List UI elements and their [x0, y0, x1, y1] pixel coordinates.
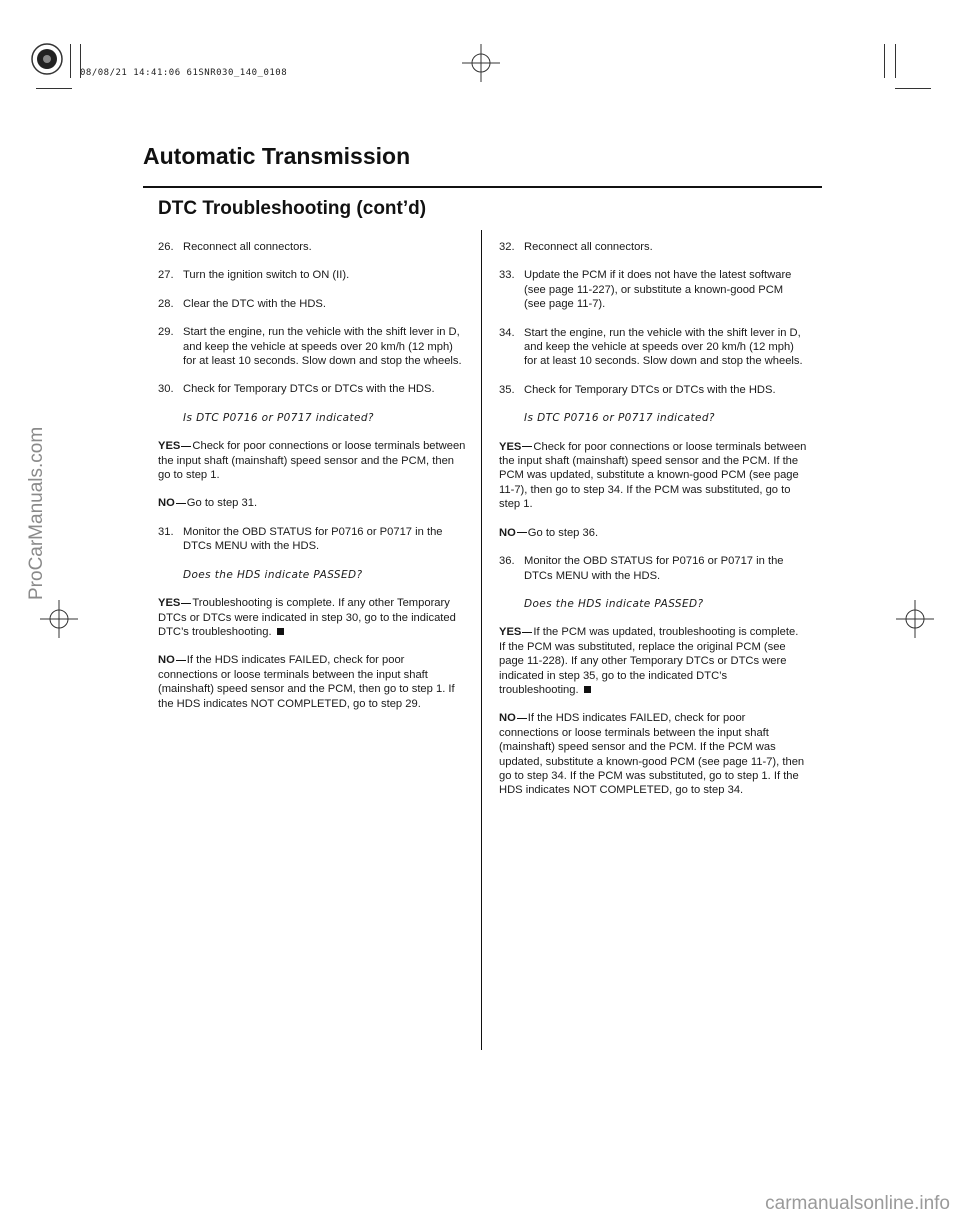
step-number: 30. [158, 383, 174, 396]
yes-label: YES [158, 597, 181, 610]
step-text: Turn the ignition switch to ON (II). [183, 269, 350, 282]
answer-yes-31 [158, 596, 466, 639]
end-square-icon [277, 628, 284, 635]
dash [522, 632, 532, 633]
crop-mark [884, 44, 885, 78]
question-step-31: Does the HDS indicate PASSED? [183, 568, 363, 581]
registration-target-top-left [30, 42, 64, 76]
question-step-35: Is DTC P0716 or P0717 indicated? [524, 412, 715, 425]
crop-mark [895, 44, 896, 78]
answer-yes-30 [158, 439, 466, 482]
end-square-icon [584, 686, 591, 693]
dash [522, 446, 532, 447]
answer-text: Check for poor connections or loose terminals between the input shaft (mainshaft) speed sensor and the PCM, then go to step 1. [158, 440, 466, 482]
step-26 [158, 240, 466, 254]
step-36 [499, 554, 807, 583]
step-number: 36. [499, 555, 515, 568]
step-text: Monitor the OBD STATUS for P0716 or P0717 in the DTCs MENU with the HDS. [183, 525, 443, 553]
step-number: 31. [158, 525, 174, 538]
step-text: Start the engine, run the vehicle with the shift lever in D, and keep the vehicle at speeds over 20 km/h (12 mph) for at least 10 seconds. Slow down and stop the wheels. [524, 326, 803, 368]
no-label: NO [499, 712, 516, 725]
left-column [158, 240, 466, 725]
no-label: NO [499, 526, 516, 539]
step-number: 33. [499, 269, 515, 282]
step-text: Start the engine, run the vehicle with the shift lever in D, and keep the vehicle at speeds over 20 km/h (12 mph) for at least 10 seconds. Slow down and stop the wheels. [183, 326, 462, 368]
answer-no-36 [499, 711, 807, 797]
step-30 [158, 382, 466, 396]
step-text: Update the PCM if it does not have the latest software (see page 11-227), or substitute a known-good PCM (see page 11-7). [524, 269, 792, 311]
step-33 [499, 268, 807, 311]
answer-text: If the PCM was updated, troubleshooting is complete. If the PCM was substituted, replace the original PCM (see page 11-228). If any other Temporary DTCs or DTCs were indicated in step 35, go to the indicated DTC’s troubleshooting. [499, 626, 799, 696]
step-number: 32. [499, 241, 515, 253]
print-stamp: 08/08/21 14:41:06 61SNR030_140_0108 [80, 68, 288, 78]
step-35 [499, 383, 807, 397]
step-number: 28. [158, 297, 174, 310]
answer-text: Check for poor connections or loose terminals between the input shaft (mainshaft) speed sensor and the PCM. If the PCM was updated, substitute a known-good PCM (see page 11-7), then go to step 34. If the PCM was substituted, go to step 1. [499, 440, 807, 511]
step-number: 27. [158, 269, 174, 282]
crop-mark [70, 44, 71, 78]
registration-crosshair-top [462, 44, 500, 82]
step-number: 26. [158, 241, 174, 253]
step-32 [499, 240, 807, 254]
step-31 [158, 525, 466, 554]
section-title: Automatic Transmission [143, 143, 411, 169]
answer-no-30 [158, 496, 466, 510]
step-text: Clear the DTC with the HDS. [183, 297, 326, 310]
yes-label: YES [158, 440, 181, 453]
dash [181, 603, 191, 604]
answer-text: If the HDS indicates FAILED, check for poor connections or loose terminals between the input shaft (mainshaft) speed sensor and the PCM, then go to step 1. If the HDS indicates NOT COMPLETED, go to step 29. [158, 654, 455, 710]
dash [517, 532, 527, 533]
crop-mark [36, 88, 72, 89]
no-label: NO [158, 497, 175, 510]
step-number: 35. [499, 383, 515, 396]
right-column [499, 240, 807, 812]
side-watermark: ProCarManuals.com [26, 426, 47, 600]
dash [517, 718, 527, 719]
answer-text: Go to step 36. [527, 526, 599, 539]
dash [181, 446, 191, 447]
step-number: 29. [158, 326, 174, 339]
step-34 [499, 326, 807, 369]
registration-crosshair-left [40, 600, 78, 638]
step-27 [158, 268, 466, 282]
answer-no-31 [158, 653, 466, 711]
step-text: Reconnect all connectors. [524, 241, 653, 253]
answer-text: If the HDS indicates FAILED, check for poor connections or loose terminals between the input shaft (mainshaft) speed sensor and the PCM. If the PCM was updated, substitute a known-good PCM (see page 11-7), then go to step 34. If the PCM was substituted, go to step 1. If the HDS indicates NOT COMPLETED, go to step 34. [499, 712, 805, 797]
step-28 [158, 297, 466, 311]
step-29 [158, 325, 466, 368]
answer-text: Go to step 31. [186, 497, 258, 510]
dash [176, 660, 186, 661]
step-text: Monitor the OBD STATUS for P0716 or P0717 in the DTCs MENU with the HDS. [524, 555, 784, 582]
title-rule [143, 186, 822, 188]
dash [176, 503, 186, 504]
no-label: NO [158, 654, 175, 667]
question-step-30: Is DTC P0716 or P0717 indicated? [183, 411, 374, 424]
yes-label: YES [499, 626, 522, 639]
question-step-36: Does the HDS indicate PASSED? [524, 597, 704, 610]
bottom-watermark: carmanualsonline.info [765, 1193, 950, 1214]
page-subtitle: DTC Troubleshooting (cont’d) [158, 198, 427, 219]
answer-no-35 [499, 526, 807, 540]
step-text: Check for Temporary DTCs or DTCs with the HDS. [183, 383, 435, 396]
registration-crosshair-right [896, 600, 934, 638]
answer-yes-36 [499, 625, 807, 697]
step-number: 34. [499, 326, 515, 339]
step-text: Reconnect all connectors. [183, 241, 312, 253]
column-divider [481, 230, 482, 1050]
answer-text: Troubleshooting is complete. If any other Temporary DTCs or DTCs were indicated in step 30, go to the indicated DTC’s troubleshooting. [158, 597, 456, 638]
answer-yes-35 [499, 440, 807, 512]
yes-label: YES [499, 440, 522, 453]
crop-mark [895, 88, 931, 89]
step-text: Check for Temporary DTCs or DTCs with the HDS. [524, 383, 776, 396]
